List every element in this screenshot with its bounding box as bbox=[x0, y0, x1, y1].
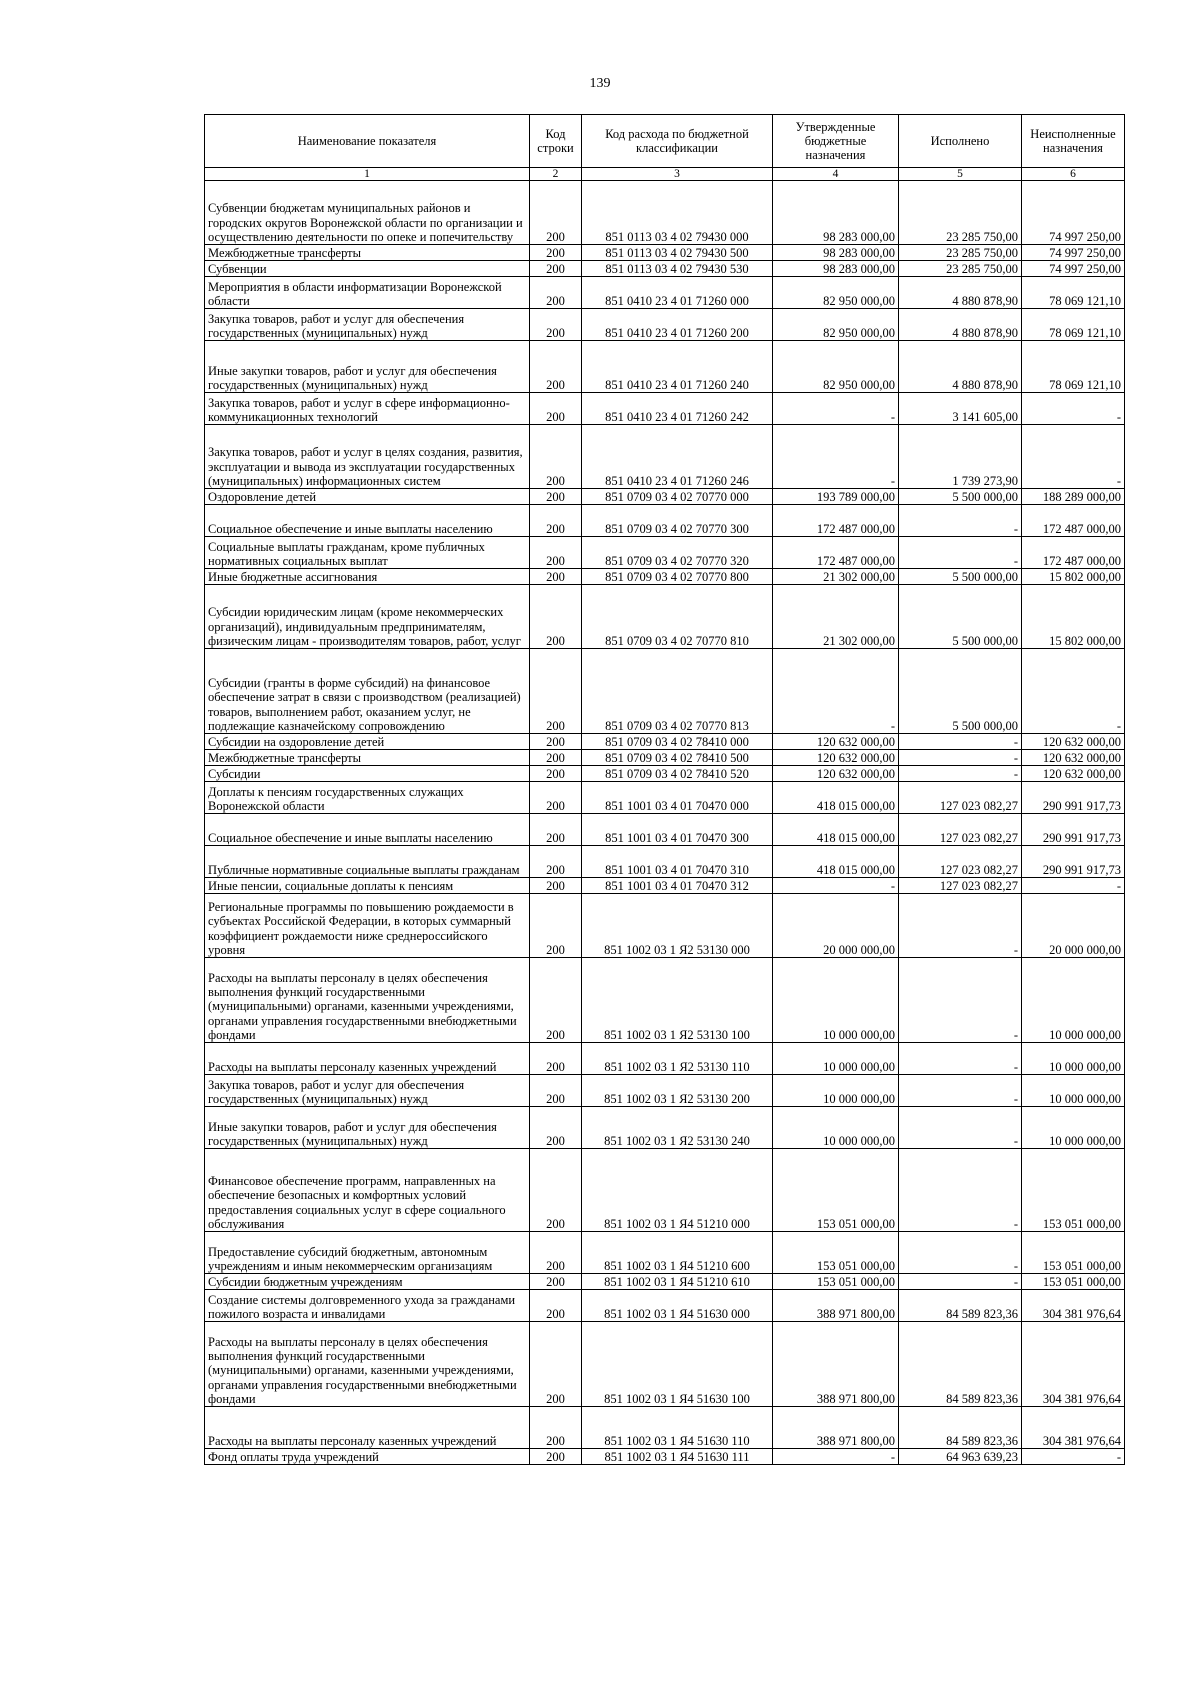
line-code-cell: 200 bbox=[530, 425, 582, 489]
line-code-cell: 200 bbox=[530, 649, 582, 734]
table-row bbox=[205, 649, 1125, 734]
table-row bbox=[205, 393, 1125, 425]
approved-amount-cell: - bbox=[773, 649, 899, 734]
expense-code-cell: 851 0410 23 4 01 71260 242 bbox=[582, 393, 773, 425]
approved-amount-cell: 10 000 000,00 bbox=[773, 1107, 899, 1149]
approved-amount-cell: 418 015 000,00 bbox=[773, 846, 899, 878]
table-row bbox=[205, 1449, 1125, 1465]
table-row bbox=[205, 1075, 1125, 1107]
expense-code-cell: 851 1002 03 1 Я2 53130 240 bbox=[582, 1107, 773, 1149]
header-line-code: Код строки bbox=[530, 115, 582, 168]
executed-amount-cell: 23 285 750,00 bbox=[899, 261, 1022, 277]
approved-amount-cell: 153 051 000,00 bbox=[773, 1149, 899, 1232]
unexecuted-amount-cell: 290 991 917,73 bbox=[1022, 814, 1125, 846]
executed-amount-cell: - bbox=[899, 505, 1022, 537]
expense-code-cell: 851 1001 03 4 01 70470 000 bbox=[582, 782, 773, 814]
executed-amount-cell: 84 589 823,36 bbox=[899, 1407, 1022, 1449]
unexecuted-amount-cell: 78 069 121,10 bbox=[1022, 277, 1125, 309]
unexecuted-amount-cell: 10 000 000,00 bbox=[1022, 1043, 1125, 1075]
indicator-name-cell: Закупка товаров, работ и услуг в целях создания, развития, эксплуатации и вывода из эксплуатации государственных (муниципальных) информационных систем bbox=[205, 425, 530, 489]
approved-amount-cell: 153 051 000,00 bbox=[773, 1274, 899, 1290]
indicator-name-cell: Иные закупки товаров, работ и услуг для обеспечения государственных (муниципальных) нужд bbox=[205, 341, 530, 393]
expense-code-cell: 851 1001 03 4 01 70470 300 bbox=[582, 814, 773, 846]
executed-amount-cell: 5 500 000,00 bbox=[899, 569, 1022, 585]
header-indicator-name: Наименование показателя bbox=[205, 115, 530, 168]
line-code-cell: 200 bbox=[530, 261, 582, 277]
indicator-name-cell: Оздоровление детей bbox=[205, 489, 530, 505]
unexecuted-amount-cell: 304 381 976,64 bbox=[1022, 1290, 1125, 1322]
table-row bbox=[205, 750, 1125, 766]
table-row bbox=[205, 958, 1125, 1043]
column-number: 4 bbox=[773, 168, 899, 181]
executed-amount-cell: - bbox=[899, 750, 1022, 766]
executed-amount-cell: 3 141 605,00 bbox=[899, 393, 1022, 425]
line-code-cell: 200 bbox=[530, 734, 582, 750]
approved-amount-cell: 388 971 800,00 bbox=[773, 1407, 899, 1449]
expense-code-cell: 851 1002 03 1 Я4 51630 111 bbox=[582, 1449, 773, 1465]
expense-code-cell: 851 1001 03 4 01 70470 312 bbox=[582, 878, 773, 894]
expense-code-cell: 851 0410 23 4 01 71260 240 bbox=[582, 341, 773, 393]
table-row bbox=[205, 277, 1125, 309]
expense-code-cell: 851 0709 03 4 02 70770 813 bbox=[582, 649, 773, 734]
unexecuted-amount-cell: 153 051 000,00 bbox=[1022, 1232, 1125, 1274]
executed-amount-cell: 127 023 082,27 bbox=[899, 814, 1022, 846]
approved-amount-cell: 153 051 000,00 bbox=[773, 1232, 899, 1274]
table-row bbox=[205, 261, 1125, 277]
unexecuted-amount-cell: - bbox=[1022, 878, 1125, 894]
header-expense-code: Код расхода по бюджетной классификации bbox=[582, 115, 773, 168]
line-code-cell: 200 bbox=[530, 1322, 582, 1407]
approved-amount-cell: 98 283 000,00 bbox=[773, 261, 899, 277]
line-code-cell: 200 bbox=[530, 569, 582, 585]
approved-amount-cell: - bbox=[773, 393, 899, 425]
approved-amount-cell: 98 283 000,00 bbox=[773, 181, 899, 245]
expense-code-cell: 851 1002 03 1 Я4 51210 600 bbox=[582, 1232, 773, 1274]
expense-code-cell: 851 1002 03 1 Я2 53130 110 bbox=[582, 1043, 773, 1075]
line-code-cell: 200 bbox=[530, 309, 582, 341]
line-code-cell: 200 bbox=[530, 277, 582, 309]
expense-code-cell: 851 0709 03 4 02 70770 000 bbox=[582, 489, 773, 505]
expense-code-cell: 851 0410 23 4 01 71260 246 bbox=[582, 425, 773, 489]
approved-amount-cell: 120 632 000,00 bbox=[773, 734, 899, 750]
indicator-name-cell: Мероприятия в области информатизации Воронежской области bbox=[205, 277, 530, 309]
line-code-cell: 200 bbox=[530, 505, 582, 537]
approved-amount-cell: 172 487 000,00 bbox=[773, 505, 899, 537]
executed-amount-cell: - bbox=[899, 1149, 1022, 1232]
line-code-cell: 200 bbox=[530, 1274, 582, 1290]
column-number: 6 bbox=[1022, 168, 1125, 181]
table-row bbox=[205, 181, 1125, 245]
unexecuted-amount-cell: - bbox=[1022, 1449, 1125, 1465]
executed-amount-cell: 127 023 082,27 bbox=[899, 846, 1022, 878]
line-code-cell: 200 bbox=[530, 245, 582, 261]
approved-amount-cell: 120 632 000,00 bbox=[773, 766, 899, 782]
indicator-name-cell: Публичные нормативные социальные выплаты гражданам bbox=[205, 846, 530, 878]
line-code-cell: 200 bbox=[530, 341, 582, 393]
line-code-cell: 200 bbox=[530, 782, 582, 814]
table-row bbox=[205, 734, 1125, 750]
table-row bbox=[205, 814, 1125, 846]
approved-amount-cell: - bbox=[773, 878, 899, 894]
expense-code-cell: 851 0709 03 4 02 70770 800 bbox=[582, 569, 773, 585]
line-code-cell: 200 bbox=[530, 1232, 582, 1274]
expense-code-cell: 851 1002 03 1 Я2 53130 000 bbox=[582, 894, 773, 958]
unexecuted-amount-cell: 10 000 000,00 bbox=[1022, 958, 1125, 1043]
header-approved: Утвержденные бюджетные назначения bbox=[773, 115, 899, 168]
column-number: 5 bbox=[899, 168, 1022, 181]
table-row bbox=[205, 585, 1125, 649]
expense-code-cell: 851 0113 03 4 02 79430 500 bbox=[582, 245, 773, 261]
indicator-name-cell: Финансовое обеспечение программ, направленных на обеспечение безопасных и комфортных условий предоставления социальных услуг в сфере социального обслуживания bbox=[205, 1149, 530, 1232]
table-row bbox=[205, 1274, 1125, 1290]
line-code-cell: 200 bbox=[530, 1449, 582, 1465]
indicator-name-cell: Субсидии bbox=[205, 766, 530, 782]
expense-code-cell: 851 0709 03 4 02 78410 500 bbox=[582, 750, 773, 766]
indicator-name-cell: Расходы на выплаты персоналу в целях обеспечения выполнения функций государственными (муниципальными) органами, казенными учреждениями, органами управления государственными внебюджетными фондами bbox=[205, 958, 530, 1043]
table-row bbox=[205, 1407, 1125, 1449]
table-row bbox=[205, 425, 1125, 489]
indicator-name-cell: Доплаты к пенсиям государственных служащих Воронежской области bbox=[205, 782, 530, 814]
unexecuted-amount-cell: 290 991 917,73 bbox=[1022, 846, 1125, 878]
table-row bbox=[205, 537, 1125, 569]
unexecuted-amount-cell: 15 802 000,00 bbox=[1022, 569, 1125, 585]
line-code-cell: 200 bbox=[530, 1149, 582, 1232]
unexecuted-amount-cell: 172 487 000,00 bbox=[1022, 505, 1125, 537]
unexecuted-amount-cell: 20 000 000,00 bbox=[1022, 894, 1125, 958]
unexecuted-amount-cell: - bbox=[1022, 649, 1125, 734]
executed-amount-cell: 5 500 000,00 bbox=[899, 489, 1022, 505]
expense-code-cell: 851 0709 03 4 02 78410 000 bbox=[582, 734, 773, 750]
unexecuted-amount-cell: 74 997 250,00 bbox=[1022, 245, 1125, 261]
indicator-name-cell: Иные закупки товаров, работ и услуг для обеспечения государственных (муниципальных) нужд bbox=[205, 1107, 530, 1149]
line-code-cell: 200 bbox=[530, 846, 582, 878]
executed-amount-cell: 127 023 082,27 bbox=[899, 782, 1022, 814]
approved-amount-cell: 82 950 000,00 bbox=[773, 309, 899, 341]
table-row bbox=[205, 245, 1125, 261]
line-code-cell: 200 bbox=[530, 489, 582, 505]
indicator-name-cell: Создание системы долговременного ухода за гражданами пожилого возраста и инвалидами bbox=[205, 1290, 530, 1322]
indicator-name-cell: Фонд оплаты труда учреждений bbox=[205, 1449, 530, 1465]
executed-amount-cell: - bbox=[899, 537, 1022, 569]
line-code-cell: 200 bbox=[530, 393, 582, 425]
expense-code-cell: 851 0410 23 4 01 71260 200 bbox=[582, 309, 773, 341]
line-code-cell: 200 bbox=[530, 1407, 582, 1449]
line-code-cell: 200 bbox=[530, 1290, 582, 1322]
table-row bbox=[205, 1232, 1125, 1274]
table-row bbox=[205, 846, 1125, 878]
approved-amount-cell: 418 015 000,00 bbox=[773, 814, 899, 846]
column-numbers-row bbox=[205, 168, 1125, 181]
executed-amount-cell: 64 963 639,23 bbox=[899, 1449, 1022, 1465]
expense-code-cell: 851 0410 23 4 01 71260 000 bbox=[582, 277, 773, 309]
line-code-cell: 200 bbox=[530, 1107, 582, 1149]
table-row bbox=[205, 1107, 1125, 1149]
executed-amount-cell: 4 880 878,90 bbox=[899, 309, 1022, 341]
line-code-cell: 200 bbox=[530, 181, 582, 245]
unexecuted-amount-cell: 153 051 000,00 bbox=[1022, 1149, 1125, 1232]
expense-code-cell: 851 1001 03 4 01 70470 310 bbox=[582, 846, 773, 878]
approved-amount-cell: 418 015 000,00 bbox=[773, 782, 899, 814]
indicator-name-cell: Социальное обеспечение и иные выплаты населению bbox=[205, 814, 530, 846]
table-header-row bbox=[205, 115, 1125, 168]
line-code-cell: 200 bbox=[530, 894, 582, 958]
unexecuted-amount-cell: 304 381 976,64 bbox=[1022, 1407, 1125, 1449]
line-code-cell: 200 bbox=[530, 766, 582, 782]
approved-amount-cell: 193 789 000,00 bbox=[773, 489, 899, 505]
expense-code-cell: 851 1002 03 1 Я4 51210 610 bbox=[582, 1274, 773, 1290]
indicator-name-cell: Иные бюджетные ассигнования bbox=[205, 569, 530, 585]
table-row bbox=[205, 894, 1125, 958]
unexecuted-amount-cell: - bbox=[1022, 425, 1125, 489]
indicator-name-cell: Закупка товаров, работ и услуг в сфере информационно-коммуникационных технологий bbox=[205, 393, 530, 425]
expense-code-cell: 851 0709 03 4 02 70770 810 bbox=[582, 585, 773, 649]
unexecuted-amount-cell: 10 000 000,00 bbox=[1022, 1107, 1125, 1149]
expense-code-cell: 851 1002 03 1 Я2 53130 100 bbox=[582, 958, 773, 1043]
indicator-name-cell: Межбюджетные трансферты bbox=[205, 245, 530, 261]
approved-amount-cell: 21 302 000,00 bbox=[773, 569, 899, 585]
unexecuted-amount-cell: 74 997 250,00 bbox=[1022, 181, 1125, 245]
approved-amount-cell: - bbox=[773, 425, 899, 489]
table-row bbox=[205, 1322, 1125, 1407]
executed-amount-cell: - bbox=[899, 734, 1022, 750]
executed-amount-cell: - bbox=[899, 958, 1022, 1043]
indicator-name-cell: Социальное обеспечение и иные выплаты населению bbox=[205, 505, 530, 537]
expense-code-cell: 851 0709 03 4 02 70770 320 bbox=[582, 537, 773, 569]
indicator-name-cell: Социальные выплаты гражданам, кроме публичных нормативных социальных выплат bbox=[205, 537, 530, 569]
expense-code-cell: 851 1002 03 1 Я4 51210 000 bbox=[582, 1149, 773, 1232]
line-code-cell: 200 bbox=[530, 537, 582, 569]
executed-amount-cell: 4 880 878,90 bbox=[899, 341, 1022, 393]
indicator-name-cell: Расходы на выплаты персоналу казенных учреждений bbox=[205, 1043, 530, 1075]
expense-code-cell: 851 1002 03 1 Я4 51630 000 bbox=[582, 1290, 773, 1322]
unexecuted-amount-cell: 15 802 000,00 bbox=[1022, 585, 1125, 649]
indicator-name-cell: Субсидии (гранты в форме субсидий) на финансовое обеспечение затрат в связи с производством (реализацией) товаров, выполнением работ, оказанием услуг, не подлежащие казначейскому сопровождению bbox=[205, 649, 530, 734]
approved-amount-cell: 10 000 000,00 bbox=[773, 958, 899, 1043]
unexecuted-amount-cell: 120 632 000,00 bbox=[1022, 766, 1125, 782]
column-number: 2 bbox=[530, 168, 582, 181]
unexecuted-amount-cell: 172 487 000,00 bbox=[1022, 537, 1125, 569]
executed-amount-cell: 5 500 000,00 bbox=[899, 585, 1022, 649]
table-row bbox=[205, 489, 1125, 505]
approved-amount-cell: 120 632 000,00 bbox=[773, 750, 899, 766]
line-code-cell: 200 bbox=[530, 958, 582, 1043]
executed-amount-cell: 127 023 082,27 bbox=[899, 878, 1022, 894]
approved-amount-cell: 98 283 000,00 bbox=[773, 245, 899, 261]
table-row bbox=[205, 1290, 1125, 1322]
executed-amount-cell: - bbox=[899, 1274, 1022, 1290]
line-code-cell: 200 bbox=[530, 585, 582, 649]
executed-amount-cell: 84 589 823,36 bbox=[899, 1290, 1022, 1322]
indicator-name-cell: Субсидии бюджетным учреждениям bbox=[205, 1274, 530, 1290]
unexecuted-amount-cell: 74 997 250,00 bbox=[1022, 261, 1125, 277]
approved-amount-cell: 10 000 000,00 bbox=[773, 1075, 899, 1107]
executed-amount-cell: 23 285 750,00 bbox=[899, 181, 1022, 245]
expense-code-cell: 851 0113 03 4 02 79430 000 bbox=[582, 181, 773, 245]
line-code-cell: 200 bbox=[530, 1043, 582, 1075]
indicator-name-cell: Расходы на выплаты персоналу в целях обеспечения выполнения функций государственными (муниципальными) органами, казенными учреждениями, органами управления государственными внебюджетными фондами bbox=[205, 1322, 530, 1407]
table-row bbox=[205, 1149, 1125, 1232]
column-number: 3 bbox=[582, 168, 773, 181]
approved-amount-cell: 82 950 000,00 bbox=[773, 341, 899, 393]
expense-code-cell: 851 0709 03 4 02 70770 300 bbox=[582, 505, 773, 537]
table-row bbox=[205, 341, 1125, 393]
indicator-name-cell: Региональные программы по повышению рождаемости в субъектах Российской Федерации, в которых суммарный коэффициент рождаемости ниже среднероссийского уровня bbox=[205, 894, 530, 958]
table-row bbox=[205, 569, 1125, 585]
indicator-name-cell: Закупка товаров, работ и услуг для обеспечения государственных (муниципальных) нужд bbox=[205, 309, 530, 341]
table-row bbox=[205, 878, 1125, 894]
expense-code-cell: 851 1002 03 1 Я4 51630 100 bbox=[582, 1322, 773, 1407]
indicator-name-cell: Субвенции бюджетам муниципальных районов и городских округов Воронежской области по организации и осуществлению деятельности по опеке и попечительству bbox=[205, 181, 530, 245]
approved-amount-cell: 172 487 000,00 bbox=[773, 537, 899, 569]
approved-amount-cell: 388 971 800,00 bbox=[773, 1290, 899, 1322]
indicator-name-cell: Субсидии юридическим лицам (кроме некоммерческих организаций), индивидуальным предпринимателям, физическим лицам - производителям товаров, работ, услуг bbox=[205, 585, 530, 649]
line-code-cell: 200 bbox=[530, 814, 582, 846]
executed-amount-cell: 5 500 000,00 bbox=[899, 649, 1022, 734]
unexecuted-amount-cell: 153 051 000,00 bbox=[1022, 1274, 1125, 1290]
table-row bbox=[205, 766, 1125, 782]
table-row bbox=[205, 309, 1125, 341]
line-code-cell: 200 bbox=[530, 878, 582, 894]
expense-code-cell: 851 1002 03 1 Я2 53130 200 bbox=[582, 1075, 773, 1107]
header-unexecuted: Неисполненные назначения bbox=[1022, 115, 1125, 168]
indicator-name-cell: Субвенции bbox=[205, 261, 530, 277]
column-number: 1 bbox=[205, 168, 530, 181]
unexecuted-amount-cell: 188 289 000,00 bbox=[1022, 489, 1125, 505]
indicator-name-cell: Предоставление субсидий бюджетным, автономным учреждениям и иным некоммерческим организациям bbox=[205, 1232, 530, 1274]
unexecuted-amount-cell: 120 632 000,00 bbox=[1022, 734, 1125, 750]
executed-amount-cell: 23 285 750,00 bbox=[899, 245, 1022, 261]
approved-amount-cell: 388 971 800,00 bbox=[773, 1322, 899, 1407]
executed-amount-cell: 1 739 273,90 bbox=[899, 425, 1022, 489]
indicator-name-cell: Межбюджетные трансферты bbox=[205, 750, 530, 766]
expense-code-cell: 851 0113 03 4 02 79430 530 bbox=[582, 261, 773, 277]
page-number: 139 bbox=[589, 76, 611, 91]
executed-amount-cell: 4 880 878,90 bbox=[899, 277, 1022, 309]
indicator-name-cell: Иные пенсии, социальные доплаты к пенсиям bbox=[205, 878, 530, 894]
unexecuted-amount-cell: 10 000 000,00 bbox=[1022, 1075, 1125, 1107]
approved-amount-cell: - bbox=[773, 1449, 899, 1465]
executed-amount-cell: - bbox=[899, 1232, 1022, 1274]
unexecuted-amount-cell: - bbox=[1022, 393, 1125, 425]
expense-code-cell: 851 0709 03 4 02 78410 520 bbox=[582, 766, 773, 782]
approved-amount-cell: 20 000 000,00 bbox=[773, 894, 899, 958]
executed-amount-cell: 84 589 823,36 bbox=[899, 1322, 1022, 1407]
unexecuted-amount-cell: 304 381 976,64 bbox=[1022, 1322, 1125, 1407]
line-code-cell: 200 bbox=[530, 750, 582, 766]
indicator-name-cell: Закупка товаров, работ и услуг для обеспечения государственных (муниципальных) нужд bbox=[205, 1075, 530, 1107]
line-code-cell: 200 bbox=[530, 1075, 582, 1107]
budget-execution-table bbox=[204, 114, 1125, 1465]
table-row bbox=[205, 1043, 1125, 1075]
table-row bbox=[205, 782, 1125, 814]
approved-amount-cell: 82 950 000,00 bbox=[773, 277, 899, 309]
unexecuted-amount-cell: 78 069 121,10 bbox=[1022, 309, 1125, 341]
table-row bbox=[205, 505, 1125, 537]
expense-code-cell: 851 1002 03 1 Я4 51630 110 bbox=[582, 1407, 773, 1449]
unexecuted-amount-cell: 290 991 917,73 bbox=[1022, 782, 1125, 814]
executed-amount-cell: - bbox=[899, 1043, 1022, 1075]
executed-amount-cell: - bbox=[899, 766, 1022, 782]
unexecuted-amount-cell: 78 069 121,10 bbox=[1022, 341, 1125, 393]
approved-amount-cell: 21 302 000,00 bbox=[773, 585, 899, 649]
indicator-name-cell: Субсидии на оздоровление детей bbox=[205, 734, 530, 750]
indicator-name-cell: Расходы на выплаты персоналу казенных учреждений bbox=[205, 1407, 530, 1449]
unexecuted-amount-cell: 120 632 000,00 bbox=[1022, 750, 1125, 766]
header-executed: Исполнено bbox=[899, 115, 1022, 168]
executed-amount-cell: - bbox=[899, 894, 1022, 958]
executed-amount-cell: - bbox=[899, 1107, 1022, 1149]
approved-amount-cell: 10 000 000,00 bbox=[773, 1043, 899, 1075]
executed-amount-cell: - bbox=[899, 1075, 1022, 1107]
